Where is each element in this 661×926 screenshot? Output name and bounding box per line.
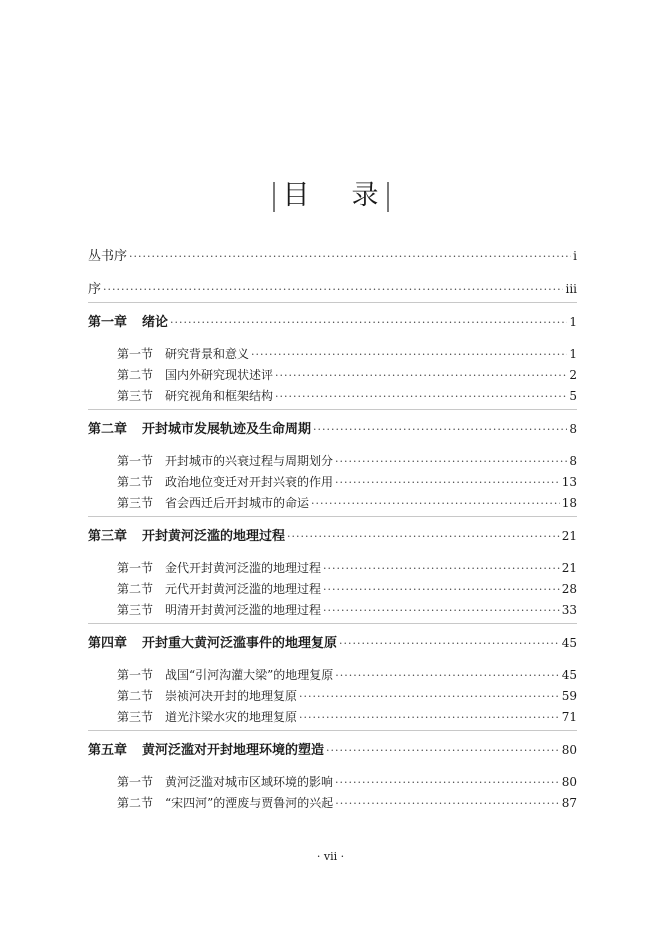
section-number: 第一节 xyxy=(117,561,154,575)
leader-dots xyxy=(299,711,560,724)
leader-dots xyxy=(335,797,559,810)
section-number: 第三节 xyxy=(117,389,154,403)
leader-dots xyxy=(335,669,559,682)
chapter-number: 第三章 xyxy=(88,529,128,544)
title-char-2: 录 xyxy=(351,180,379,211)
section-number: 第二节 xyxy=(117,582,154,596)
toc-entry-preface[interactable] xyxy=(88,278,577,297)
section-page: 80 xyxy=(561,775,577,789)
divider xyxy=(88,409,577,410)
leader-dots xyxy=(170,316,567,329)
divider xyxy=(88,730,577,731)
chapter-number: 第一章 xyxy=(88,315,128,330)
section-title: 政治地位变迁对开封兴衰的作用 xyxy=(165,475,334,489)
divider xyxy=(88,623,577,624)
section-number: 第一节 xyxy=(117,347,154,361)
section-number: 第一节 xyxy=(117,668,154,682)
leader-dots xyxy=(299,690,560,703)
toc-section[interactable] xyxy=(117,666,577,683)
section-number: 第一节 xyxy=(117,454,154,468)
leader-dots xyxy=(251,348,567,361)
section-page: 5 xyxy=(569,389,577,403)
section-title: “宋四河”的湮废与贾鲁河的兴起 xyxy=(165,796,334,810)
toc-entry-label: 序 xyxy=(88,282,102,297)
toc-section[interactable] xyxy=(117,494,577,511)
toc-section[interactable] xyxy=(117,345,577,362)
chapter-page: 80 xyxy=(561,743,577,757)
section-page: 18 xyxy=(561,496,577,510)
toc-chapter-3[interactable] xyxy=(88,525,577,544)
chapter-number: 第二章 xyxy=(88,422,128,437)
section-title: 战国“引河沟灌大梁”的地理复原 xyxy=(165,668,334,682)
section-title: 明清开封黄河泛滥的地理过程 xyxy=(165,603,322,617)
section-page: 33 xyxy=(561,603,577,617)
section-page: 21 xyxy=(561,561,577,575)
section-page: 59 xyxy=(561,689,577,703)
leader-dots xyxy=(287,530,560,543)
section-title: 道光汴梁水灾的地理复原 xyxy=(165,710,298,724)
chapter-page: 21 xyxy=(561,529,577,543)
toc-entry-page: iii xyxy=(565,282,577,296)
leader-dots xyxy=(326,744,560,757)
section-number: 第二节 xyxy=(117,368,154,382)
section-number: 第一节 xyxy=(117,775,154,789)
toc-chapter-5[interactable] xyxy=(88,739,577,758)
section-number: 第三节 xyxy=(117,710,154,724)
section-page: 2 xyxy=(569,368,577,382)
section-page: 71 xyxy=(561,710,577,724)
toc-section[interactable] xyxy=(117,601,577,618)
section-title: 国内外研究现状述评 xyxy=(165,368,274,382)
section-title: 黄河泛滥对城市区域环境的影响 xyxy=(165,775,334,789)
title-char-1: 目 xyxy=(282,180,310,211)
leader-dots xyxy=(335,455,567,468)
section-page: 8 xyxy=(569,454,577,468)
toc-entry-label: 丛书序 xyxy=(88,249,128,264)
leader-dots xyxy=(311,497,560,510)
chapter-page: 8 xyxy=(569,422,577,436)
divider xyxy=(88,302,577,303)
leader-dots xyxy=(323,583,560,596)
section-number: 第二节 xyxy=(117,796,154,810)
leader-dots xyxy=(339,637,560,650)
chapter-number: 第四章 xyxy=(88,636,128,651)
chapter-title: 开封重大黄河泛滥事件的地理复原 xyxy=(142,636,338,651)
section-page: 1 xyxy=(569,347,577,361)
toc-chapter-2[interactable] xyxy=(88,418,577,437)
chapter-page: 1 xyxy=(569,315,577,329)
section-number: 第三节 xyxy=(117,496,154,510)
chapter-title: 开封黄河泛滥的地理过程 xyxy=(142,529,286,544)
divider xyxy=(88,516,577,517)
section-title: 研究背景和意义 xyxy=(165,347,250,361)
section-page: 13 xyxy=(561,475,577,489)
chapter-number: 第五章 xyxy=(88,743,128,758)
toc-section[interactable] xyxy=(117,559,577,576)
leader-dots xyxy=(313,423,567,436)
leader-dots xyxy=(275,369,567,382)
toc-section[interactable] xyxy=(117,773,577,790)
chapter-title: 黄河泛滥对开封地理环境的塑造 xyxy=(142,743,325,758)
section-title: 元代开封黄河泛滥的地理过程 xyxy=(165,582,322,596)
section-number: 第三节 xyxy=(117,603,154,617)
section-title: 省会西迁后开封城市的命运 xyxy=(165,496,310,510)
section-page: 45 xyxy=(561,668,577,682)
section-page: 28 xyxy=(561,582,577,596)
leader-dots xyxy=(335,476,560,489)
toc-entry-page: i xyxy=(573,249,577,263)
page-number-footer: · vii · xyxy=(316,850,345,863)
toc-section[interactable] xyxy=(117,794,577,811)
toc-section[interactable] xyxy=(117,452,577,469)
section-title: 崇祯河决开封的地理复原 xyxy=(165,689,298,703)
leader-dots xyxy=(103,283,563,296)
toc-chapter-4[interactable] xyxy=(88,632,577,651)
section-title: 研究视角和框架结构 xyxy=(165,389,274,403)
section-title: 金代开封黄河泛滥的地理过程 xyxy=(165,561,322,575)
toc-section[interactable] xyxy=(117,708,577,725)
chapter-title: 绪论 xyxy=(142,315,169,330)
section-page: 87 xyxy=(561,796,577,810)
chapter-title: 开封城市发展轨迹及生命周期 xyxy=(142,422,312,437)
leader-dots xyxy=(275,390,567,403)
toc-chapter-1[interactable] xyxy=(88,311,577,330)
leader-dots xyxy=(323,562,560,575)
toc-section[interactable] xyxy=(117,687,577,704)
toc-section[interactable] xyxy=(117,366,577,383)
chapter-page: 45 xyxy=(561,636,577,650)
toc-entry-series-preface[interactable] xyxy=(88,245,577,264)
leader-dots xyxy=(335,776,560,789)
toc-section[interactable] xyxy=(117,473,577,490)
toc-section[interactable] xyxy=(117,387,577,404)
toc-section[interactable] xyxy=(117,580,577,597)
leader-dots xyxy=(129,250,571,263)
leader-dots xyxy=(323,604,560,617)
section-number: 第二节 xyxy=(117,475,154,489)
section-number: 第二节 xyxy=(117,689,154,703)
section-title: 开封城市的兴衰过程与周期划分 xyxy=(165,454,334,468)
